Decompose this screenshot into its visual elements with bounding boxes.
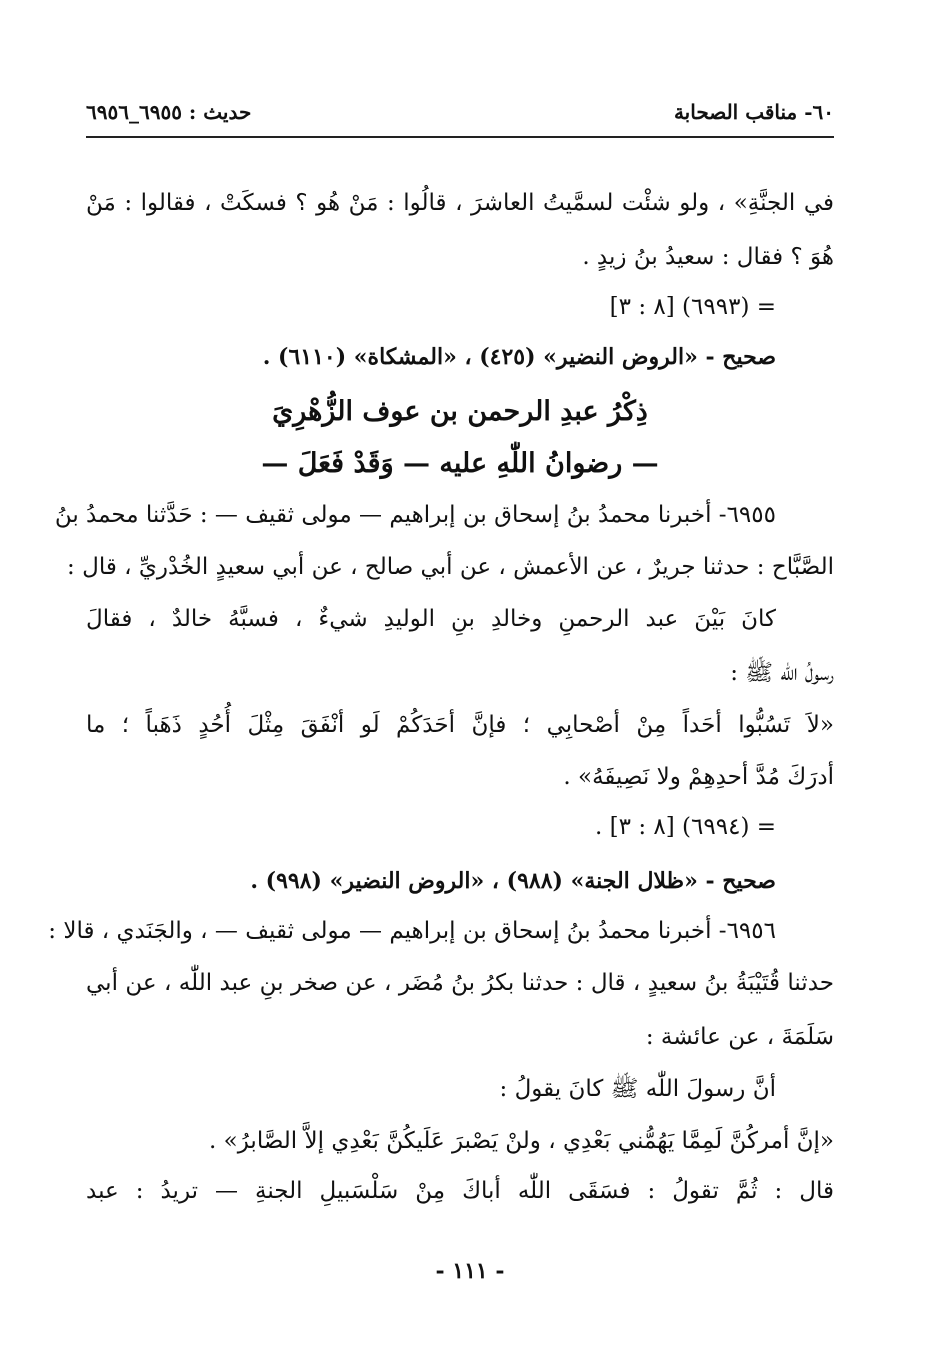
text-line: سَلَمَةَ ، عن عائشة :	[645, 1024, 834, 1050]
hadith-matn: «لاَ تَسُبُّوا أحَداً مِنْ أصْحابِي ؛ فإنَّ أحَدَكُمْ لَو أنْفَقَ مِثْلَ أُحُدٍ ذَهَباً ؛ ما	[86, 712, 834, 738]
page-number: - ١١١ -	[435, 1258, 505, 1284]
chapter-title: ٦٠- مناقب الصحابة	[673, 100, 834, 124]
grading-line: صحيح - «الروض النضير» (٤٢٥) ، «المشكاة» (٦١١٠) .	[262, 344, 776, 370]
text-line: قال : ثُمَّ تقولُ : فسَقَى اللّٰه أباكَ مِنْ سَلْسَبيلِ الجنةِ — تريدُ : عبد	[86, 1178, 834, 1204]
header-rule	[86, 136, 834, 138]
hadith-isnad: ٦٩٥٥- أخبرنا محمدُ بنُ إسحاق بن إبراهيم — مولى ثقيف — : حَدَّثنا محمدُ بنُ	[54, 502, 776, 528]
reference-line: = (٦٩٩٣) [٨ : ٣]	[609, 294, 776, 320]
grading-line: صحيح - «ظلال الجنة» (٩٨٨) ، «الروض النضير» (٩٩٨) .	[250, 868, 776, 894]
text-line: في الجنَّةِ» ، ولو شئْت لسمَّيتُ العاشرَ ، قالُوا : مَنْ هُو ؟ فسكَتْ ، فقالوا : مَنْ	[86, 190, 834, 216]
section-title: ذِكْرُ عبدِ الرحمن بن عوف الزُّهْرِيَ	[272, 396, 648, 427]
reference-line: = (٦٩٩٤) [٨ : ٣] .	[595, 814, 776, 840]
hadith-range: حديث : ٦٩٥٥_٦٩٥٦	[86, 100, 252, 124]
section-subtitle: — رضوانُ اللّٰهِ عليه — وَقَدْ فَعَلَ —	[261, 448, 659, 479]
text-line: هُوَ ؟ فقال : سعيدُ بنُ زيدٍ .	[582, 244, 834, 270]
text-line: الصَّبَّاح : حدثنا جريرٌ ، عن الأعمش ، عن أبي صالح ، عن أبي سعيدٍ الخُدْريِّ ، قال :	[67, 554, 834, 580]
hadith-isnad: ٦٩٥٦- أخبرنا محمدُ بنُ إسحاق بن إبراهيم — مولى ثقيف — ، والجَنَدي ، قالا :	[48, 918, 776, 944]
hadith-matn: «إنَّ أمركُنَّ لَمِمَّا يَهُمُّني بَعْدِي ، ولنْ يَصْبرَ عَلَيكُنَّ بَعْدِي إلاَّ الصَّابرُ» .	[209, 1128, 834, 1154]
text-line: حدثنا قُتَيْبَةُ بنُ سعيدٍ ، قال : حدثنا بكرُ بنُ مُضَر ، عن صخر بنِ عبد اللّٰه ، عن أبي	[86, 970, 834, 996]
running-header	[86, 100, 834, 134]
text-line: أدرَكَ مُدَّ أحدِهِمْ ولا نَصِيفَهُ» .	[563, 764, 834, 790]
text-line: رسولُ اللّٰه ﷺ :	[730, 660, 834, 686]
text-line: كانَ بَيْنَ عبد الرحمنِ وخالدِ بنِ الوليدِ شيءٌ ، فسبَّهُ خالدٌ ، فقالَ	[86, 606, 776, 632]
text-line: أنَّ رسولَ اللّٰه ﷺ كانَ يقولُ :	[499, 1076, 776, 1102]
